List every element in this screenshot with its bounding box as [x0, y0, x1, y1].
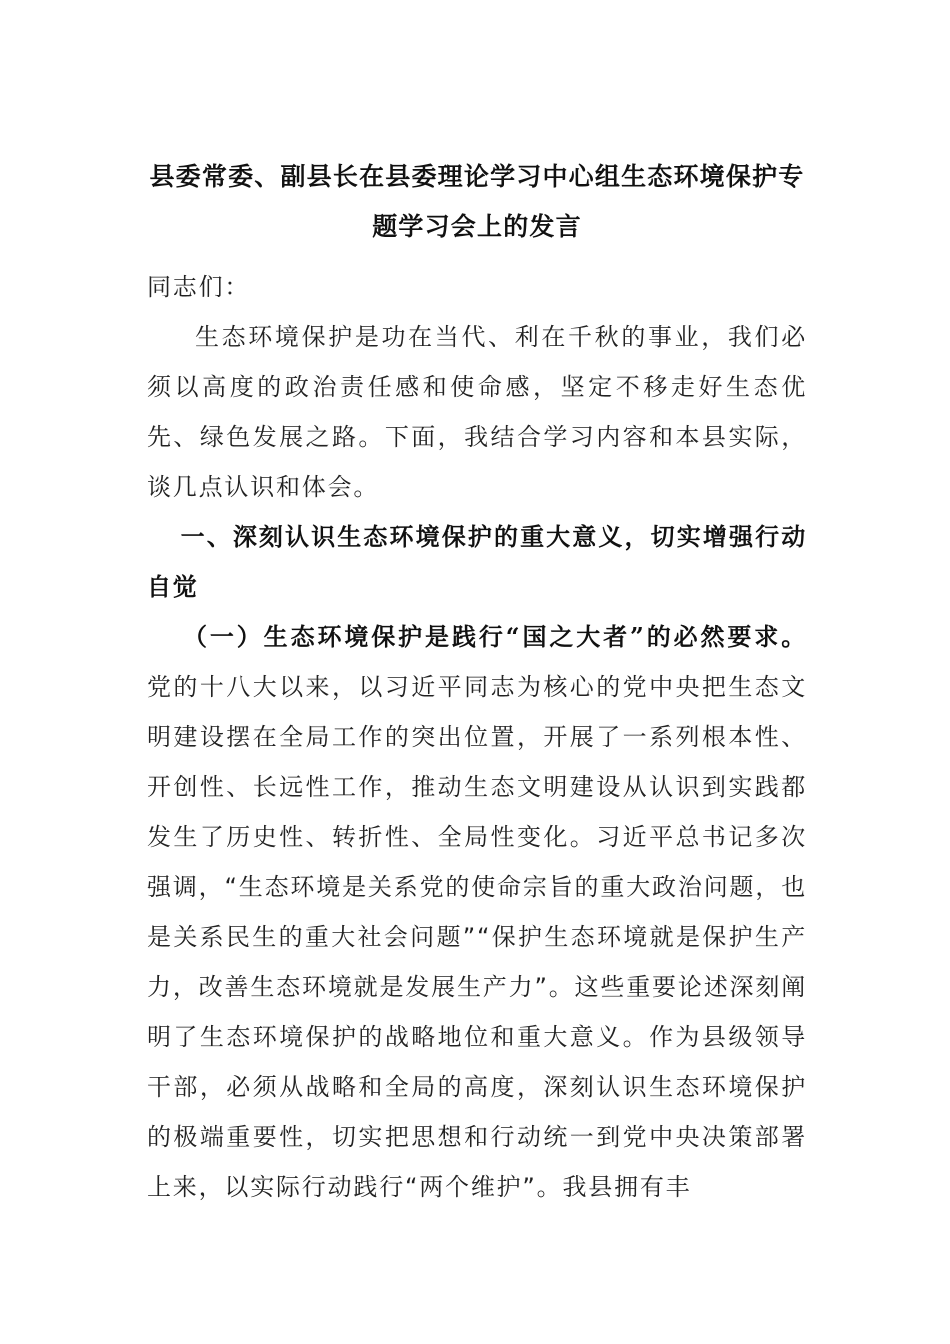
- subsection-body-1: 党的十八大以来，以习近平同志为核心的党中央把生态文明建设摆在全局工作的突出位置，开展了一系列根本性、开创性、长远性工作，推动生态文明建设从认识到实践都发生了历史性、转折性、全局性变化。习近平总书记多次强调，“生态环境是关系党的使命宗旨的重大政治问题，也是关系民生的重大社会问题”“保护生态环境就是保护生产力，改善生态环境就是发展生产力”。这些重要论述深刻阐明了生态环境保护的战略地位和重大意义。作为县级领导干部，必须从战略和全局的高度，深刻认识生态环境保护的极端重要性，切实把思想和行动统一到党中央决策部署上来，以实际行动践行“两个维护”。我县拥有丰: [147, 673, 807, 1201]
- intro-paragraph: 生态环境保护是功在当代、利在千秋的事业，我们必须以高度的政治责任感和使命感，坚定不移走好生态优先、绿色发展之路。下面，我结合学习内容和本县实际，谈几点认识和体会。: [147, 323, 807, 501]
- document-body: [147, 152, 807, 1212]
- document-title: 县委常委、副县长在县委理论学习中心组生态环境保护专题学习会上的发言: [149, 162, 805, 241]
- section-heading-1: 一、深刻认识生态环境保护的重大意义，切实增强行动自觉: [147, 522, 807, 601]
- subsection-paragraph-1: [147, 612, 807, 1212]
- subsection-heading-1: （一）生态环境保护是践行“国之大者”的必然要求。: [183, 622, 807, 651]
- salutation: 同志们：: [147, 273, 251, 301]
